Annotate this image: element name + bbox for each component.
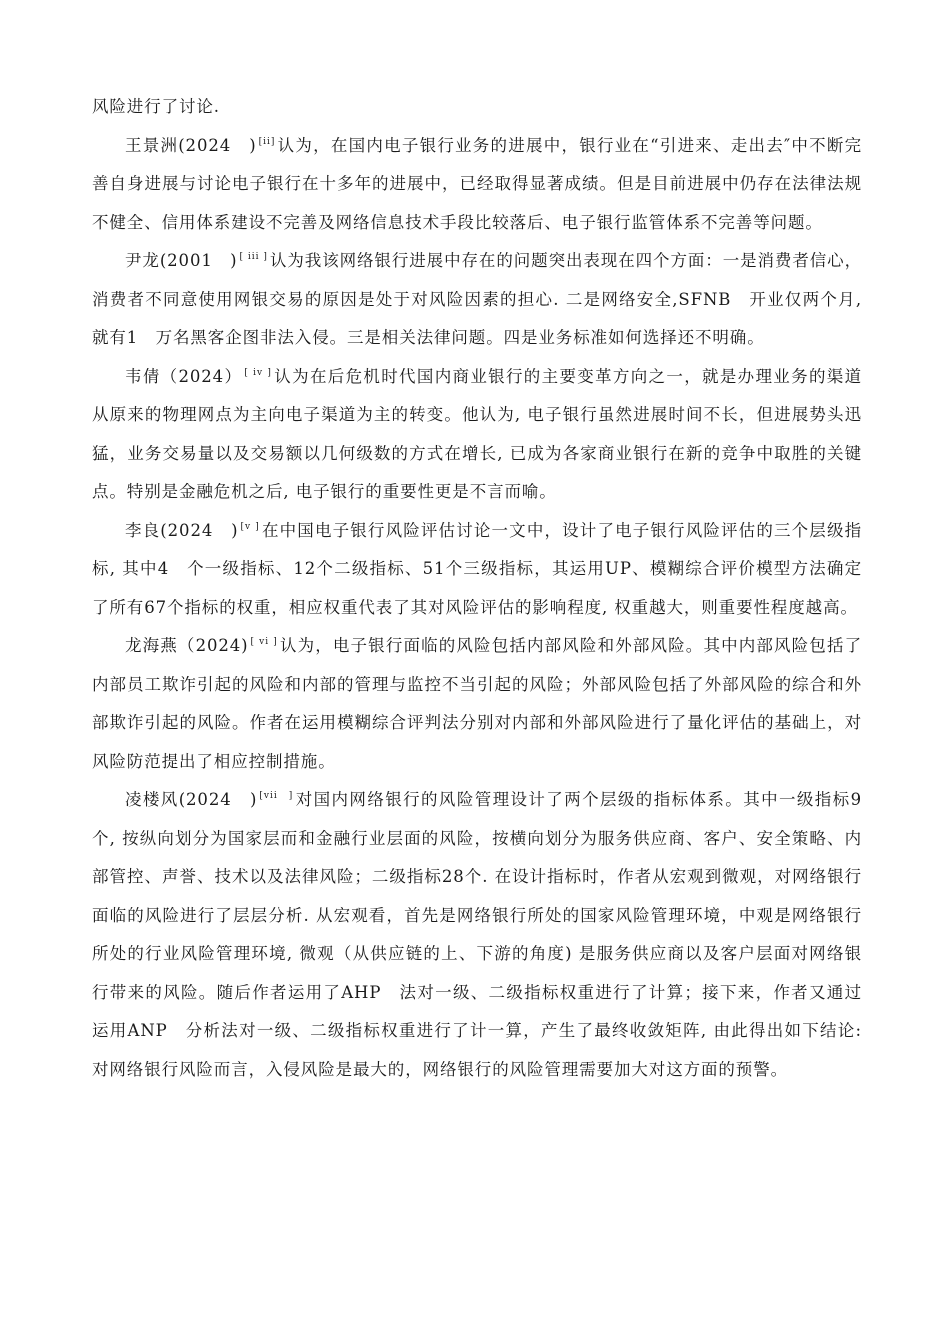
citation-marker: [vii ] (259, 791, 294, 801)
author-year: 凌楼风(2024 ) (125, 790, 258, 809)
paragraph-wei-qian (92, 358, 862, 512)
document-page (92, 88, 880, 1089)
paragraph-text: 在中国电子银行风险评估讨论一文中，设计了电子银行风险评估的三个层级指标, 其中4 个一级指标、12个二级指标、51个三级指标，其运用UP、模糊综合评价模型方法确定了所有67个指标的权重，相应权重代表了其对风险评估的影响程度, 权重越大，则重要性程度越高。 (92, 520, 863, 617)
citation-marker: [ vi ] (250, 637, 278, 647)
paragraph-text: 认为我该网络银行进展中存在的问题突出表现在四个方面：一是消费者信心，消费者不同意使用网银交易的原因是处于对风险因素的担心. 二是网络安全,SFNB 开业仅两个月, 就有1 万名黑客企图非法入侵。三是相关法律问题。四是业务标准如何选择还不明确。 (92, 251, 862, 347)
citation-marker: [ii] (258, 136, 276, 147)
author-year: 龙海燕（2024) (125, 636, 249, 655)
citation-marker: [v ] (240, 521, 260, 532)
paragraph-continuation (92, 88, 862, 127)
paragraph-ling-loufeng (92, 781, 880, 1089)
paragraph-text: 认为在后危机时代国内商业银行的主要变革方向之一，就是办理业务的渠道从原来的物理网点为主向电子渠道为主的转变。他认为, 电子银行虽然进展时间不长，但进展势头迅猛，业务交易量以及交易额以几何级数的方式在增长, 已成为各家商业银行在新的竞争中取胜的关键点。特别是金融危机之后, 电子银行的重要性更是不言而喻。 (92, 366, 862, 501)
paragraph-text: 对国内网络银行的风险管理设计了两个层级的指标体系。其中一级指标9 个, 按纵向划分为国家层而和金融行业层面的风险，按横向划分为服务供应商、客户、安全策略、内部管控、声誉、技术以及法律风险；二级指标28个. 在设计指标时，作者从宏观到微观，对网络银行面临的风险进行了层层分析. 从宏观看，首先是网络银行所处的国家风险管理环境，中观是网络银行所处的行业风险管理环境, 微观（从供应链的上、下游的角度) 是服务供应商以及客户层面对网络银行带来的风险。随后作者运用了AHP 法对一级、二级指标权重进行了计算；接下来，作者又通过运用ANP 分析法对一级、二级指标权重进行了计一算，产生了最终收敛矩阵, 由此得出如下结论: 对网络银行风险而言，入侵风险是最大的，网络银行的风险管理需要加大对这方面的预警。 (92, 790, 880, 1079)
paragraph-text: 认为，在国内电子银行业务的进展中，银行业在“引进来、走出去″中不断完善自身进展与讨论电子银行在十多年的进展中，已经取得显著成绩。但是目前进展中仍存在法律法规不健全、信用体系建设不完善及网络信息技术手段比较落后、电子银行监管体系不完善等问题。 (92, 135, 862, 232)
paragraph-yin-long (92, 242, 862, 358)
citation-marker: [ iii ] (239, 252, 268, 262)
paragraph-text: 风险进行了讨论. (92, 97, 220, 116)
author-year: 韦倩（2024） (125, 366, 243, 386)
paragraph-li-liang (92, 512, 862, 628)
paragraph-wang-jingzhou (92, 127, 862, 243)
paragraph-text: 认为，电子银行面临的风险包括内部风险和外部风险。其中内部风险包括了内部员工欺诈引起的风险和内部的管理与监控不当引起的风险；外部风险包括了外部风险的综合和外部欺诈引起的风险。作者在运用模糊综合评判法分别对内部和外部风险进行了量化评估的基础上，对风险防范提出了相应控制措施。 (92, 636, 862, 771)
author-year: 李良(2024 ) (125, 520, 239, 540)
paragraph-long-haiyan (92, 627, 862, 781)
author-year: 王景洲(2024 ) (125, 135, 257, 155)
citation-marker: [ iv ] (244, 367, 272, 378)
author-year: 尹龙(2001 ) (125, 251, 238, 270)
